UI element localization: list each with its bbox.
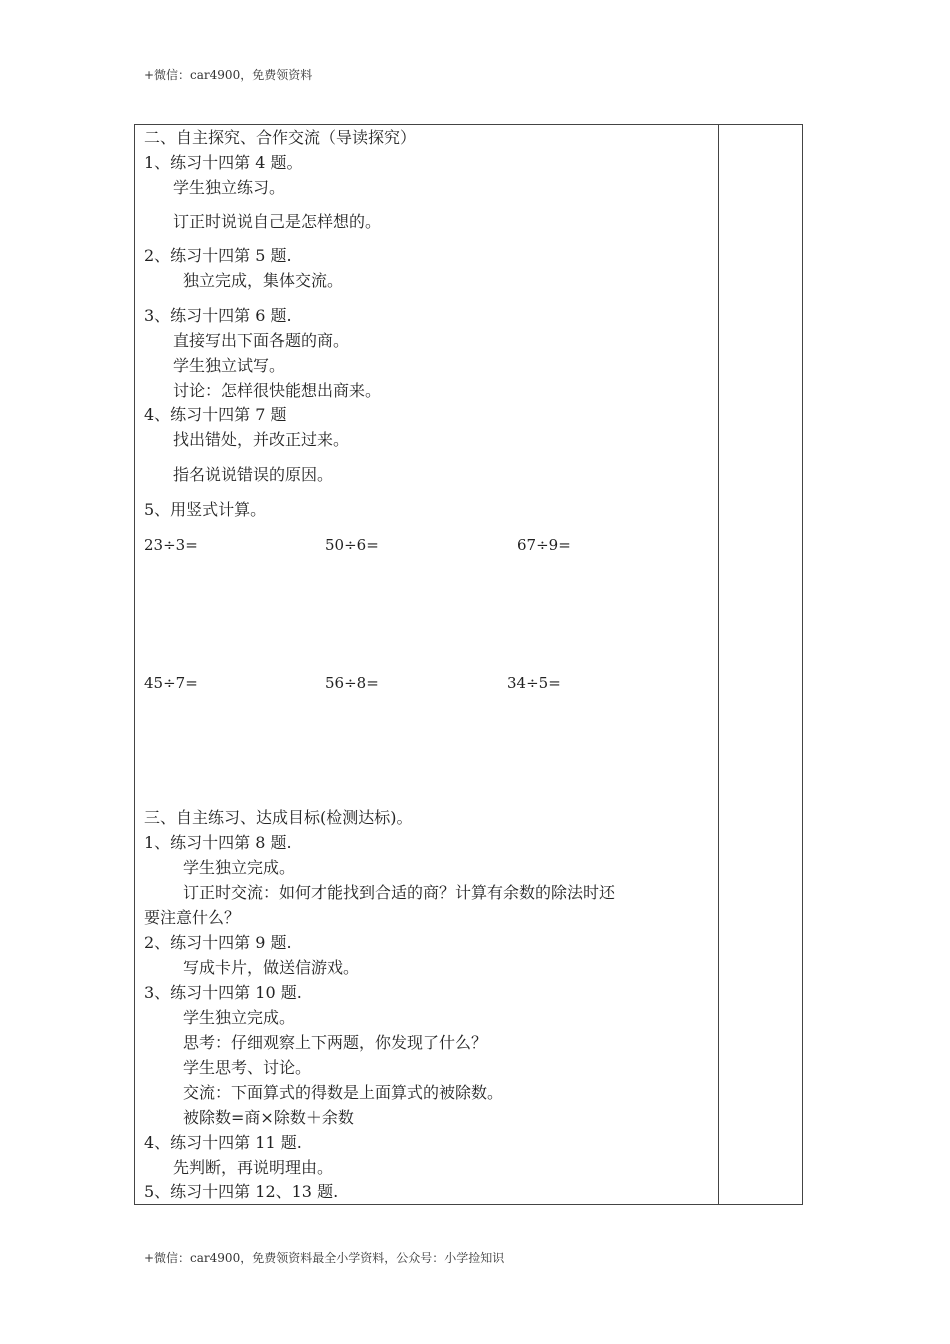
list-item: 被除数=商×除数＋余数	[183, 1108, 354, 1127]
list-item: 2、练习十四第 9 题.	[144, 933, 292, 952]
list-item: 学生独立练习。	[173, 178, 286, 197]
list-item: 写成卡片，做送信游戏。	[183, 958, 360, 977]
list-item: 学生独立完成。	[183, 858, 296, 877]
list-item: 讨论：怎样很快能想出商来。	[173, 381, 382, 400]
list-item: 1、练习十四第 8 题.	[144, 833, 292, 852]
list-item: 订正时交流：如何才能找到合适的商？计算有余数的除法时还	[183, 883, 616, 902]
list-item: 4、练习十四第 7 题	[144, 405, 287, 424]
equation: 50÷6=	[325, 536, 379, 554]
equation: 45÷7=	[144, 674, 198, 692]
equation: 67÷9=	[517, 536, 571, 554]
equation: 56÷8=	[325, 674, 379, 692]
list-item: 3、练习十四第 10 题.	[144, 983, 302, 1002]
list-item: 先判断，再说明理由。	[173, 1158, 334, 1177]
list-item: 交流：下面算式的得数是上面算式的被除数。	[183, 1083, 504, 1102]
page-header: +微信：car4900，免费领资料	[144, 68, 313, 82]
list-item: 学生思考、讨论。	[183, 1058, 312, 1077]
list-item: 要注意什么？	[144, 908, 241, 927]
list-item: 3、练习十四第 6 题.	[144, 306, 292, 325]
list-item: 找出错处，并改正过来。	[173, 430, 350, 449]
list-item: 订正时说说自己是怎样想的。	[173, 212, 382, 231]
list-item: 学生独立完成。	[183, 1008, 296, 1027]
section2-title: 二、自主探究、合作交流（导读探究）	[144, 128, 417, 147]
list-item: 5、用竖式计算。	[144, 500, 267, 519]
equation: 34÷5=	[507, 674, 561, 692]
list-item: 5、练习十四第 12、13 题.	[144, 1182, 339, 1201]
list-item: 独立完成，集体交流。	[183, 271, 344, 290]
list-item: 4、练习十四第 11 题.	[144, 1133, 302, 1152]
column-divider	[718, 125, 719, 1204]
list-item: 学生独立试写。	[173, 356, 286, 375]
equation: 23÷3=	[144, 536, 198, 554]
page-footer: +微信：car4900，免费领资料最全小学资料，公众号：小学捡知识	[144, 1251, 505, 1265]
list-item: 1、练习十四第 4 题。	[144, 153, 303, 172]
lesson-table	[134, 124, 803, 1205]
list-item: 指名说说错误的原因。	[173, 465, 334, 484]
list-item: 直接写出下面各题的商。	[173, 331, 350, 350]
list-item: 2、练习十四第 5 题.	[144, 246, 292, 265]
section3-title: 三、自主练习、达成目标(检测达标)。	[144, 808, 413, 827]
list-item: 思考：仔细观察上下两题，你发现了什么？	[183, 1033, 488, 1052]
